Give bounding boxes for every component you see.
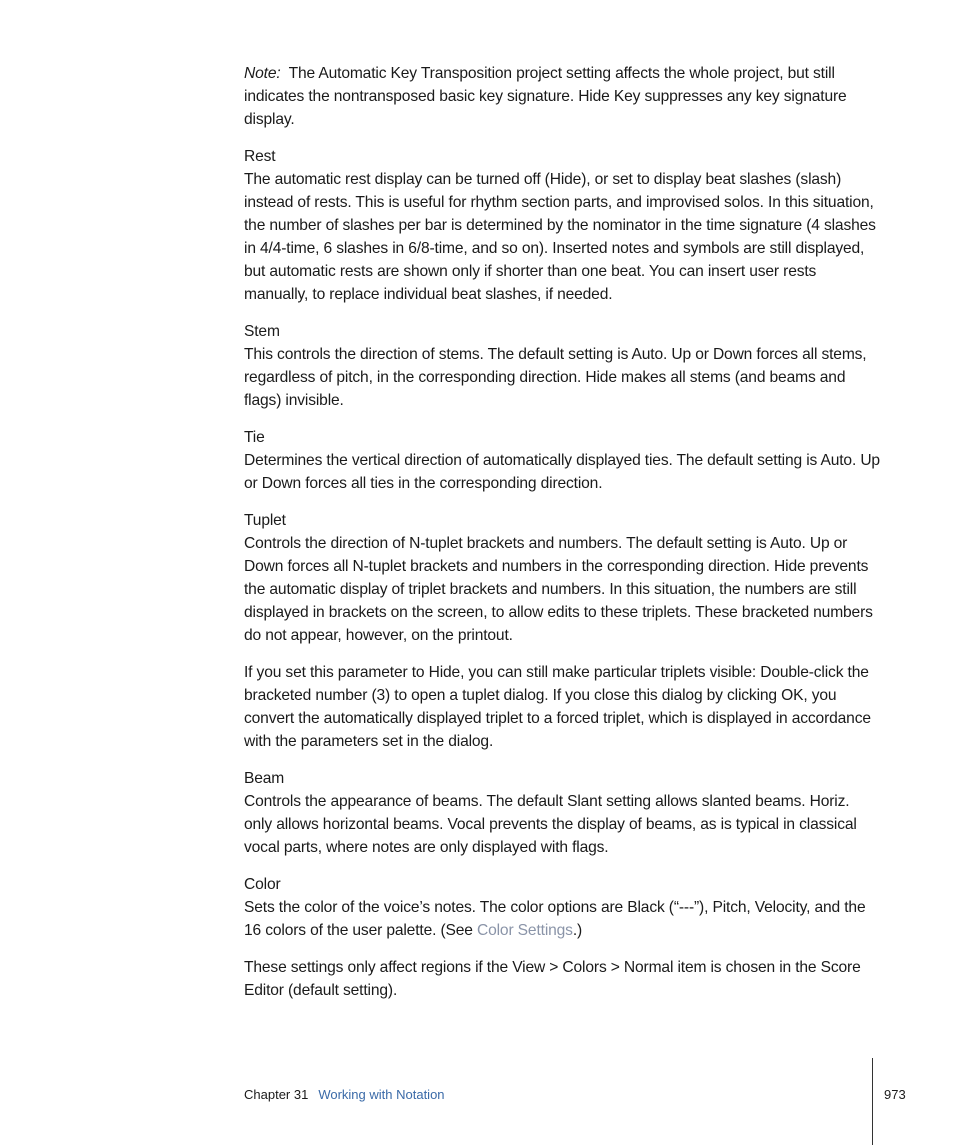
section-beam	[244, 767, 880, 859]
section-heading-tuplet: Tuplet	[244, 512, 286, 529]
page-body	[244, 62, 880, 1016]
section-body-color-before: Sets the color of the voice’s notes. The color options are Black (“---”), Pitch, Velocity, and the 16 colors of the user palette. (See	[244, 899, 866, 939]
section-heading-stem: Stem	[244, 323, 280, 340]
note-label: Note:	[244, 65, 281, 82]
closing-paragraph: These settings only affect regions if the View > Colors > Normal item is chosen in the Score Editor (default setting).	[244, 959, 861, 999]
note-text: The Automatic Key Transposition project setting affects the whole project, but still indicates the nontransposed basic key signature. Hide Key suppresses any key signature display.	[244, 65, 847, 128]
section-heading-color: Color	[244, 876, 281, 893]
page-footer	[244, 1086, 445, 1104]
section-stem	[244, 320, 880, 412]
section-heading-tie: Tie	[244, 429, 265, 446]
section-tuplet	[244, 509, 880, 647]
section-color	[244, 873, 880, 942]
section-tie	[244, 426, 880, 495]
section-body-rest: The automatic rest display can be turned off (Hide), or set to display beat slashes (slash) instead of rests. This is useful for rhythm section parts, and improvised solos. In this situation, the number of slashes per bar is determined by the nominator in the time signature (4 slashes in 4/4-time, 6 slashes in 6/8-time, and so on). Inserted notes and symbols are still displayed, but automatic rests are shown only if shorter than one beat. You can insert user rests manually, to replace individual beat slashes, if needed.	[244, 171, 876, 303]
page-number: 973	[884, 1087, 906, 1102]
section-body-stem: This controls the direction of stems. The default setting is Auto. Up or Down forces all stems, regardless of pitch, in the corresponding direction. Hide makes all stems (and beams and flags) invisible.	[244, 346, 867, 409]
note-paragraph	[244, 62, 880, 131]
tuplet-extra-paragraph: If you set this parameter to Hide, you can still make particular triplets visible: Double-click the bracketed number (3) to open a tuplet dialog. If you close this dialog by clicking OK, you convert the automatically displayed triplet to a forced triplet, which is displayed in accordance with the parameters set in the dialog.	[244, 664, 871, 750]
color-settings-link[interactable]: Color Settings	[476, 922, 573, 939]
footer-chapter-label: Chapter 31	[244, 1087, 309, 1102]
section-rest	[244, 145, 880, 306]
section-body-tie: Determines the vertical direction of automatically displayed ties. The default setting is Auto. Up or Down forces all ties in the corresponding direction.	[244, 452, 880, 492]
section-body-color-after: .)	[572, 922, 583, 939]
section-heading-rest: Rest	[244, 148, 276, 165]
section-body-beam: Controls the appearance of beams. The default Slant setting allows slanted beams. Horiz. only allows horizontal beams. Vocal prevents the display of beams, as is typical in classical vocal parts, where notes are only displayed with flags.	[244, 793, 857, 856]
footer-divider	[872, 1058, 873, 1145]
section-heading-beam: Beam	[244, 770, 285, 787]
footer-chapter-title-link[interactable]: Working with Notation	[318, 1087, 445, 1102]
section-body-tuplet: Controls the direction of N-tuplet brackets and numbers. The default setting is Auto. Up or Down forces all N-tuplet brackets and numbers in the corresponding direction. Hide prevents the automatic display of triplet brackets and numbers. In this situation, the numbers are still displayed in brackets on the screen, to allow edits to these triplets. These bracketed numbers do not appear, however, on the printout.	[244, 535, 873, 644]
